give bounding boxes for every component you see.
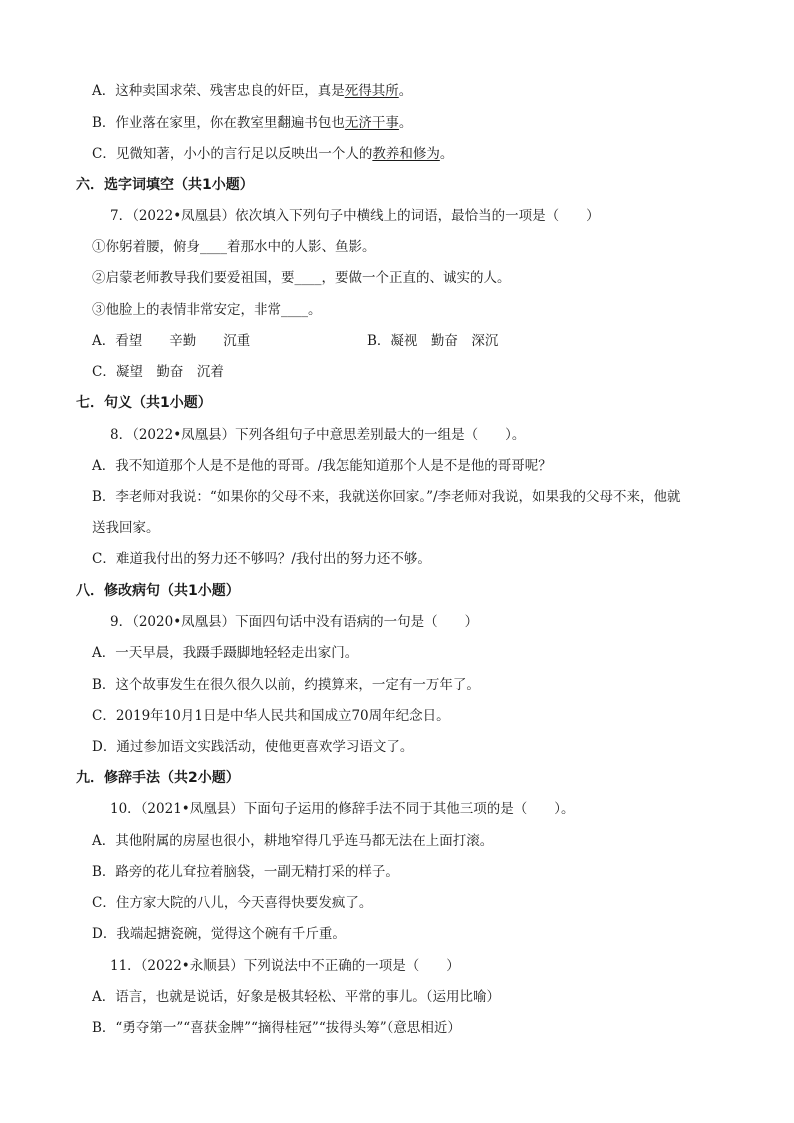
- option-text: A．这种卖国求荣、残害忠良的奸臣，真是: [92, 83, 345, 99]
- option-text: B．作业落在家里，你在教室里翻遍书包也: [92, 115, 345, 131]
- option-text-end: 。: [398, 115, 413, 131]
- option-b-continued: 送我回家。: [92, 520, 160, 536]
- option-a: A．我不知道那个人是不是他的哥哥。/我怎能知道那个人是不是他的哥哥呢？: [92, 458, 552, 474]
- sentence-3: ③他脸上的表情非常安定，非常____。: [92, 302, 322, 318]
- option-text-end: 。: [439, 146, 454, 162]
- section-heading: 六．选字词填空（共1小题）: [76, 177, 254, 193]
- option-b: [92, 114, 412, 132]
- question-stem: 7．（2022•凤凰县）依次填入下列句子中横线上的词语，最恰当的一项是（ ）: [110, 208, 600, 224]
- question-stem: 11．（2022•永顺县）下列说法中不正确的一项是（ ）: [110, 958, 460, 974]
- underlined-phrase: 死得其所: [344, 83, 399, 99]
- section-heading: 七．句义（共1小题）: [76, 395, 212, 411]
- question-stem: 10．（2021•凤凰县）下面句子运用的修辞手法不同于其他三项的是（ ）。: [110, 801, 575, 817]
- option-a: A．一天早晨，我蹑手蹑脚地轻轻走出家门。: [92, 645, 359, 661]
- question-stem: 9．（2020•凤凰县）下面四句话中没有语病的一句是（ ）: [110, 614, 479, 630]
- option-d: D．通过参加语文实践活动，使他更喜欢学习语文了。: [92, 739, 414, 755]
- sentence-1: ①你躬着腰，俯身____着那水中的人影、鱼影。: [92, 239, 376, 255]
- sentence-2: ②启蒙老师教导我们要爱祖国，要____，要做一个正直的、诚实的人。: [92, 270, 511, 286]
- option-c: C．难道我付出的努力还不够吗？/我付出的努力还不够。: [92, 551, 431, 567]
- option-b: B．路旁的花儿耷拉着脑袋，一副无精打采的样子。: [92, 864, 399, 880]
- option-b: B．李老师对我说：“如果你的父母不来，我就送你回家。”/李老师对我说，如果我的父母不来，他就: [92, 489, 681, 505]
- option-text-end: 。: [398, 83, 413, 99]
- option-b: B．“勇夺第一”“喜获金牌”“摘得桂冠”“拔得头筹”（意思相近）: [92, 1020, 461, 1036]
- option-c: C．2019年10月1日是中华人民共和国成立70周年纪念日。: [92, 708, 450, 724]
- option-a: [92, 82, 412, 100]
- option-c: C．住方家大院的八儿，今天喜得快要发疯了。: [92, 895, 373, 911]
- question-stem: 8．（2022•凤凰县）下列各组句子中意思差别最大的一组是（ ）。: [110, 427, 526, 443]
- section-heading: 八．修改病句（共1小题）: [76, 583, 240, 599]
- option-a: A．语言，也就是说话，好象是极其轻松、平常的事儿。（运用比喻）: [92, 989, 500, 1005]
- option-d: D．我端起搪瓷碗，觉得这个碗有千斤重。: [92, 926, 346, 942]
- option-a: A．看望 辛勤 沉重: [92, 333, 251, 349]
- option-b: B．这个故事发生在很久很久以前，约摸算来，一定有一万年了。: [92, 677, 480, 693]
- option-b: B．凝视 勤奋 深沉: [367, 333, 499, 349]
- option-a: A．其他附属的房屋也很小，耕地窄得几乎连马都无法在上面打滚。: [92, 833, 494, 849]
- section-heading: 九．修辞手法（共2小题）: [76, 770, 240, 786]
- option-c: [92, 145, 453, 163]
- underlined-phrase: 无济干事: [344, 115, 399, 131]
- underlined-phrase: 教养和修为: [372, 146, 440, 162]
- option-text: C．见微知著，小小的言行足以反映出一个人的: [92, 146, 373, 162]
- option-c: C．凝望 勤奋 沉着: [92, 364, 224, 380]
